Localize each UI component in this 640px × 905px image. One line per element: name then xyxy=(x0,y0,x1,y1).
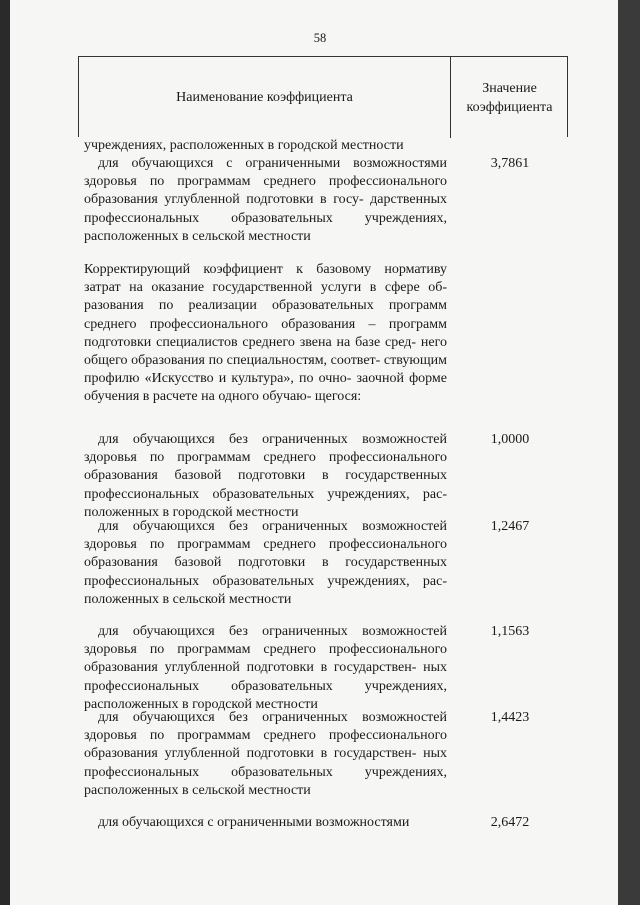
header-name-column: Наименование коэффициента xyxy=(176,89,353,105)
row-5-value: 1,1563 xyxy=(490,624,530,639)
page-number: 58 xyxy=(313,31,327,45)
row-1-value: 3,7861 xyxy=(490,156,530,171)
row-1-text: для обучающихся с ограниченными возможностями здоровья по программам среднего профессионального образования углубленной подготовки в госу- дарственных профессиональных образовательных учреждениях, расположенных в сельской местности xyxy=(84,156,447,244)
row-5-text: для обучающихся без ограниченных возможностей здоровья по программам среднего профессионального образования углубленной подготовки в государствен- ных профессиональных образовательных учреждениях, расположенных в городской местности xyxy=(84,624,447,712)
row-3-value: 1,0000 xyxy=(490,432,530,447)
scan-edge-left xyxy=(0,0,10,905)
row-7-text: для обучающихся с ограниченными возможностями xyxy=(98,815,410,830)
row-6-text: для обучающихся без ограниченных возможностей здоровья по программам среднего профессионального образования углубленной подготовки в государствен- ных профессиональных образовательных учреждениях, расположенных в сельской местности xyxy=(84,710,447,798)
row-4-value: 1,2467 xyxy=(490,519,530,534)
table-header xyxy=(78,56,568,137)
scan-edge-right xyxy=(618,0,640,905)
header-value-column: Значение коэффициента xyxy=(466,80,553,115)
row-3-text: для обучающихся без ограниченных возможностей здоровья по программам среднего профессионального образования базовой подготовки в государственных профессиональных образовательных учреждениях, рас- положенных в городской местности xyxy=(84,432,447,520)
row-2-text: Корректирующий коэффициент к базовому нормативу затрат на оказание государственной услуги в сфере об- разования по реализации образовательных программ среднего профессионального образования – программ подготовки специалистов среднего звена на базе сред- него общего образования по специальностям, соответ- ствующим профилю «Искусство и культура», по очно- заочной форме обучения в расчете на одного обучаю- щегося: xyxy=(84,262,447,405)
row-0-text: учреждениях, расположенных в городской местности xyxy=(84,138,404,153)
row-4-text: для обучающихся без ограниченных возможностей здоровья по программам среднего профессионального образования базовой подготовки в государственных профессиональных образовательных учреждениях, рас- положенных в сельской местности xyxy=(84,519,447,607)
row-6-value: 1,4423 xyxy=(490,710,530,725)
row-7-value: 2,6472 xyxy=(490,815,530,830)
